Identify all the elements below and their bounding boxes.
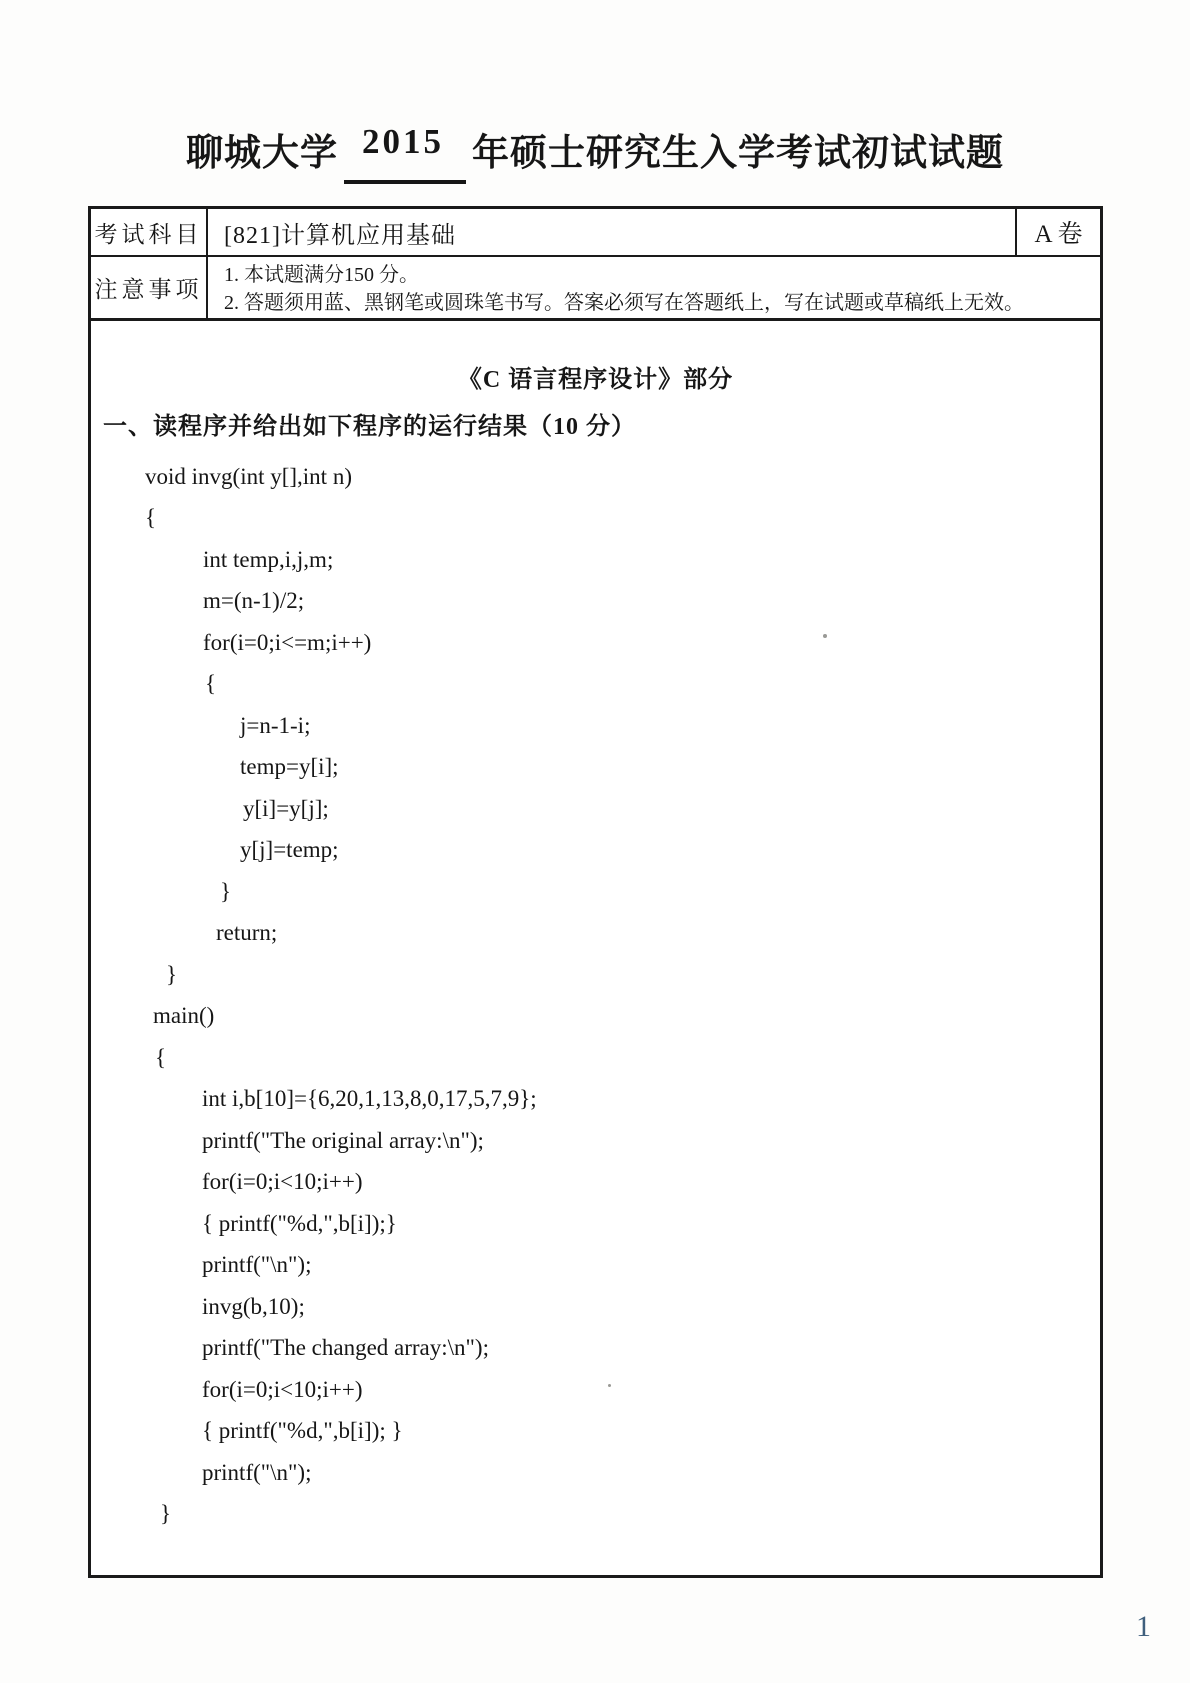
subject-row <box>91 209 1100 257</box>
code-line: printf("\n"); <box>202 1459 312 1485</box>
code-line: { printf("%d,",b[i]); } <box>202 1418 403 1444</box>
subject-label-cell: 考试科目 <box>91 209 208 255</box>
code-line: temp=y[i]; <box>240 754 339 780</box>
notice-list <box>208 257 1100 318</box>
code-line: m=(n-1)/2; <box>203 588 305 614</box>
paper-version-cell: A 卷 <box>1015 209 1100 255</box>
code-line: invg(b,10); <box>202 1293 305 1319</box>
notice-row <box>91 257 1100 321</box>
page-number: 1 <box>1136 1610 1151 1643</box>
code-line: for(i=0;i<=m;i++) <box>203 629 372 655</box>
code-line: printf("\n"); <box>202 1252 312 1278</box>
code-line: { printf("%d,",b[i]);} <box>202 1210 397 1236</box>
code-line: { <box>155 1044 167 1070</box>
code-line: for(i=0;i<10;i++) <box>202 1169 363 1195</box>
code-block <box>91 456 1100 1535</box>
notice-label-cell: 注意事项 <box>91 257 208 318</box>
notice-line: 1. 本试题满分150 分。 <box>224 264 419 286</box>
question-1-heading: 一、读程序并给出如下程序的运行结果（10 分） <box>103 414 636 440</box>
scan-speck <box>608 1384 611 1387</box>
code-line: return; <box>216 920 278 946</box>
code-line: printf("The original array:\n"); <box>202 1127 484 1153</box>
exam-sheet-frame <box>88 206 1103 1578</box>
exam-body <box>91 321 1100 1535</box>
code-line: y[i]=y[j]; <box>243 795 329 821</box>
code-line: main() <box>153 1003 215 1029</box>
title-year-underline <box>344 122 466 184</box>
code-line: } <box>160 1501 172 1527</box>
page-title <box>0 122 1190 184</box>
code-line: { <box>145 505 157 531</box>
code-line: void invg(int y[],int n) <box>145 463 352 489</box>
title-suffix: 年硕士研究生入学考试初试试题 <box>472 133 1004 174</box>
code-line: y[j]=temp; <box>240 837 339 863</box>
scan-speck <box>823 634 827 638</box>
code-line: printf("The changed array:\n"); <box>202 1335 489 1361</box>
code-line: int i,b[10]={6,20,1,13,8,0,17,5,7,9}; <box>202 1086 537 1112</box>
notice-line: 2. 答题须用蓝、黑钢笔或圆珠笔书写。答案必须写在答题纸上，写在试题或草稿纸上无效。 <box>224 292 1024 314</box>
code-line: } <box>220 878 232 904</box>
code-line: } <box>166 961 178 987</box>
code-line: j=n-1-i; <box>240 712 311 738</box>
section-title: 《C 语言程序设计》部分 <box>457 367 734 393</box>
code-line: int temp,i,j,m; <box>203 546 334 572</box>
code-line: { <box>205 671 217 697</box>
subject-value-cell: [821]计算机应用基础 <box>224 222 456 249</box>
code-line: for(i=0;i<10;i++) <box>202 1376 363 1402</box>
title-prefix: 聊城大学 <box>186 133 338 174</box>
title-year: 2015 <box>362 122 444 161</box>
